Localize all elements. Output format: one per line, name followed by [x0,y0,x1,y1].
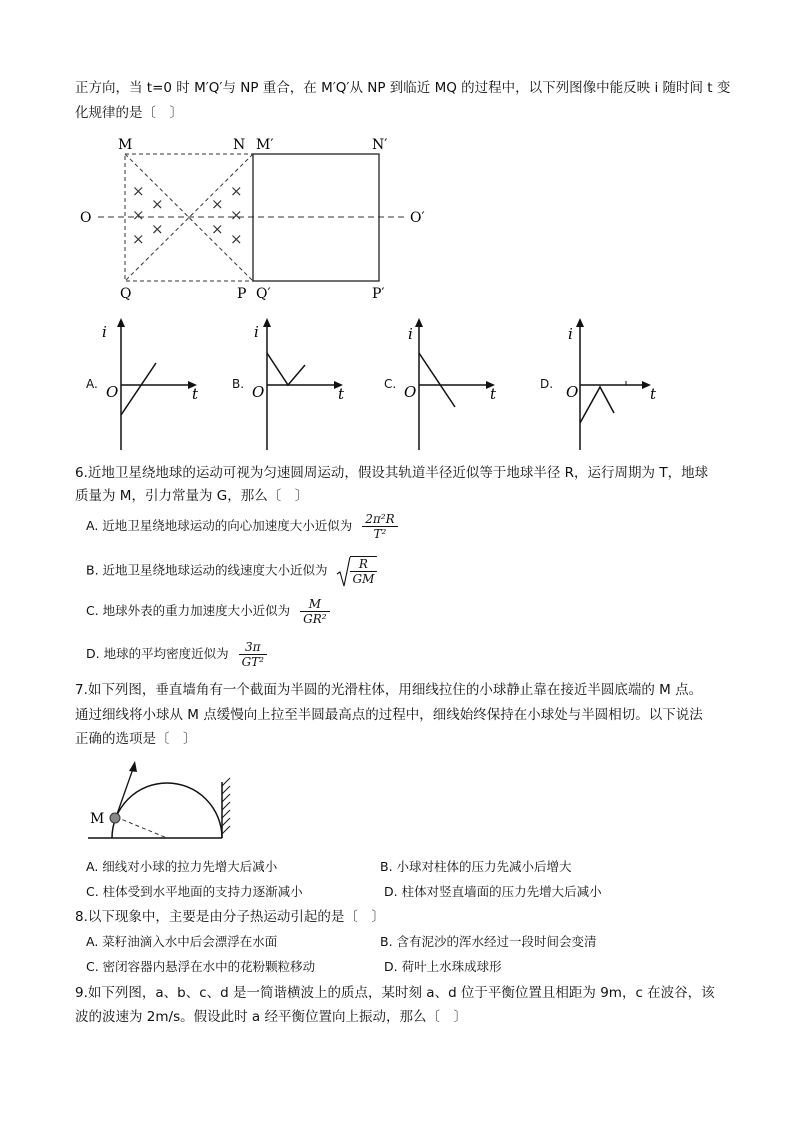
q8-option-d[interactable]: D. 荷叶上水珠成球形 [384,959,502,974]
label-Q: Q [120,286,132,302]
q6-option-c-formula [300,597,329,626]
origin-label: O [404,383,417,401]
cross-mark: × [211,220,224,238]
axis-i-label: i [408,325,413,343]
cross-mark: × [211,195,224,213]
label-N: N [233,137,246,153]
magnetic-field-figure [70,132,440,307]
axis-i-label: i [102,323,107,341]
q8-option-c[interactable]: C. 密闭容器内悬浮在水中的花粉颗粒移动 [86,959,316,974]
formula-numerator: 2π²R [362,512,397,527]
q6-option-a[interactable] [86,512,398,541]
axis-t-label: t [338,385,345,403]
label-M-ball: M [90,811,105,827]
q6-option-d-formula [239,640,267,669]
origin-label: O [252,383,265,401]
cross-mark: × [132,230,145,248]
sqrt-symbol [336,556,378,586]
label-M: M [118,137,133,153]
axis-t-label: t [650,385,657,403]
axis-t-label: t [192,385,199,403]
q6-option-c-text: C. 地球外表的重力加速度大小近似为 [86,603,291,618]
q7-option-a[interactable]: A. 细线对小球的拉力先增大后减小 [86,859,278,874]
cross-mark: × [151,220,164,238]
cross-mark: × [230,182,243,200]
graph-option-label: D. [540,377,554,391]
q6-option-b-text: B. 近地卫星绕地球运动的线速度大小近似为 [86,562,328,578]
graph-option-a[interactable] [84,315,214,455]
semicircle-figure [82,758,242,848]
origin-label: O [106,383,119,401]
q6-stem-1: 6.近地卫星绕地球的运动可视为匀速圆周运动，假设其轨道半径近似等于地球半径 R，运行周期为 T，地球 [75,465,709,481]
label-Mp: M′ [256,137,274,153]
cross-mark: × [132,206,145,224]
q9-stem-2: 波的波速为 2m/s。假设此时 a 经平衡位置向上振动，那么〔 〕 [75,1009,467,1025]
formula-denominator: GM [352,572,375,586]
axis-i-label: i [254,323,259,341]
q8-option-b[interactable]: B. 含有泥沙的浑水经过一段时间会变清 [380,934,597,949]
formula-numerator: 3π [239,640,267,655]
graph-option-b[interactable] [230,315,360,455]
q6-option-d[interactable] [86,640,267,669]
q7-stem-2: 通过细线将小球从 M 点缓慢向上拉至半圆最高点的过程中，细线始终保持在小球处与半圆相切。以下说法 [75,707,703,723]
formula-denominator: GR² [303,612,327,626]
q9-stem-1: 9.如下列图，a、b、c、d 是一简谐横波上的质点，某时刻 a、d 位于平衡位置且相距为 9m，c 在波谷，该 [75,985,715,1001]
q6-option-a-formula [362,512,397,541]
axis-t-label: t [490,385,497,403]
q6-option-d-text: D. 地球的平均密度近似为 [86,646,229,661]
q6-option-b[interactable] [86,556,377,586]
q7-stem-3: 正确的选项是〔 〕 [75,731,197,747]
formula-numerator: R [350,557,378,572]
graph-option-label: A. [86,377,98,391]
cross-mark: × [230,206,243,224]
label-Op: O′ [410,210,425,226]
formula-denominator: T² [373,527,387,541]
graph-option-c[interactable] [382,315,512,455]
cross-mark: × [230,230,243,248]
q6-option-a-text: A. 近地卫星绕地球运动的向心加速度大小近似为 [86,518,353,533]
origin-label: O [566,383,579,401]
graph-option-label: B. [232,377,245,391]
label-Np: N′ [372,137,388,153]
q7-option-d[interactable]: D. 柱体对竖直墙面的压力先增大后减小 [384,884,602,899]
cross-mark: × [151,195,164,213]
q8-option-a[interactable]: A. 菜籽油滴入水中后会漂浮在水面 [86,934,278,949]
q6-option-c[interactable] [86,597,330,626]
q7-option-c[interactable]: C. 柱体受到水平地面的支持力逐渐减小 [86,884,303,899]
label-O: O [80,210,92,226]
label-Qp: Q′ [256,286,271,302]
graph-option-d[interactable] [538,315,668,455]
formula-denominator: GT² [241,655,264,669]
cross-mark: × [132,182,145,200]
formula-numerator: M [300,597,329,612]
q8-stem: 8.以下现象中，主要是由分子热运动引起的是〔 〕 [75,909,385,925]
label-Pp: P′ [372,286,385,302]
intro-line-2: 化规律的是〔 〕 [75,105,183,121]
intro-line-1: 正方向，当 t=0 时 M′Q′与 NP 重合，在 M′Q′从 NP 到临近 MQ 的过程中，以下列图像中能反映 i 随时间 t 变 [75,80,731,96]
label-P: P [237,286,247,302]
q6-option-b-formula [350,556,378,586]
q7-option-b[interactable]: B. 小球对柱体的压力先减小后增大 [380,859,572,874]
q6-stem-2: 质量为 M，引力常量为 G，那么〔 〕 [75,488,309,504]
axis-i-label: i [568,325,573,343]
q7-stem-1: 7.如下列图，垂直墙角有一个截面为半圆的光滑柱体，用细线拉住的小球静止靠在接近半圆底端的 M 点。 [75,682,703,698]
graph-option-label: C. [384,377,397,391]
